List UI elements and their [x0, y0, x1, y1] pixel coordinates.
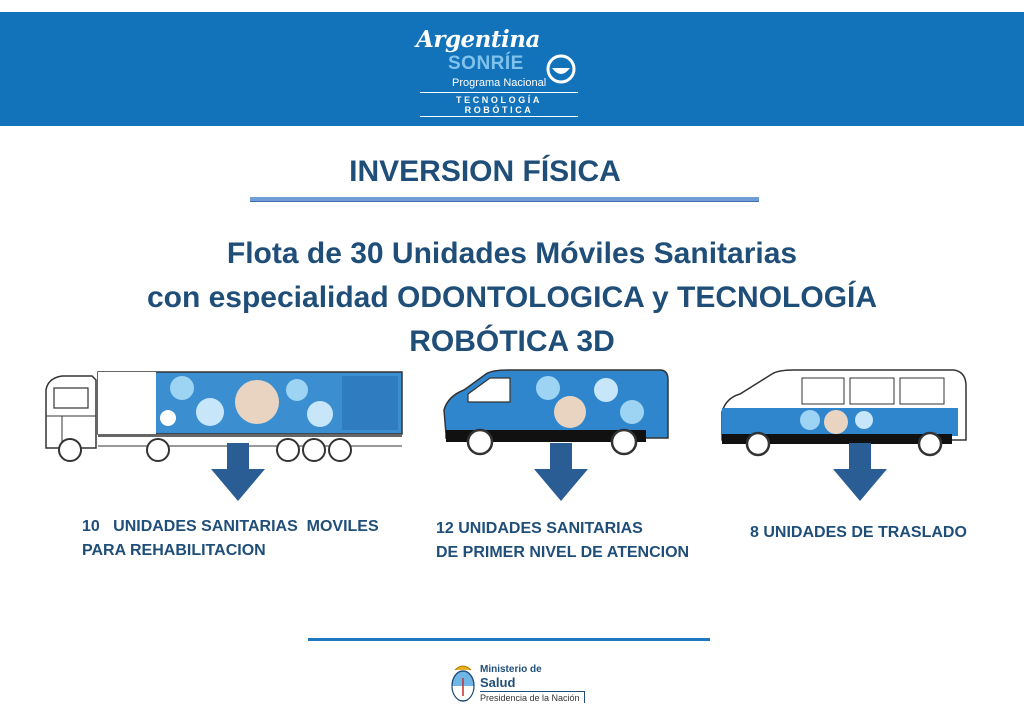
caption-line: 8 UNIDADES DE TRASLADO [750, 524, 967, 541]
caption-line: 12 UNIDADES SANITARIAS [436, 520, 643, 537]
headline-line-1: Flota de 30 Unidades Móviles Sanitarias [226, 237, 798, 270]
logo-line-argentina: Argentina [416, 26, 540, 53]
caption-line: PARA REHABILITACION [82, 542, 266, 559]
coat-of-arms-icon [450, 662, 476, 704]
footer-divider [308, 638, 710, 641]
ministry-line-1: Ministerio de [480, 664, 542, 675]
logo-line-programa: Programa Nacional [452, 77, 547, 89]
headline [112, 232, 912, 364]
caption-line: DE PRIMER NIVEL DE ATENCION [436, 544, 690, 561]
smile-icon [542, 54, 580, 84]
logo-line-tecnologia: TECNOLOGÍA ROBÓTICA [420, 92, 578, 117]
arrow-down-icon [833, 443, 887, 501]
caption-primer-nivel [436, 517, 689, 565]
section-title: INVERSION FÍSICA [349, 155, 621, 188]
headline-line-2: con especialidad ODONTOLOGICA y TECNOLOGÍA [146, 281, 878, 314]
title-underline [250, 197, 759, 202]
ministry-line-2: Salud [480, 675, 516, 690]
arrow-down-icon [211, 443, 265, 501]
ministerio-salud-logo [450, 660, 590, 706]
logo-line-sonrie: SONRÍE [448, 53, 524, 74]
ministry-line-3: Presidencia de la Nación [480, 691, 585, 703]
caption-line: 10 UNIDADES SANITARIAS MOVILES [82, 518, 379, 535]
argentina-sonrie-logo [412, 24, 592, 114]
caption-rehabilitacion [82, 515, 379, 563]
arrow-down-icon [534, 443, 588, 501]
headline-line-3: ROBÓTICA 3D [409, 325, 615, 358]
caption-traslado [750, 521, 967, 545]
